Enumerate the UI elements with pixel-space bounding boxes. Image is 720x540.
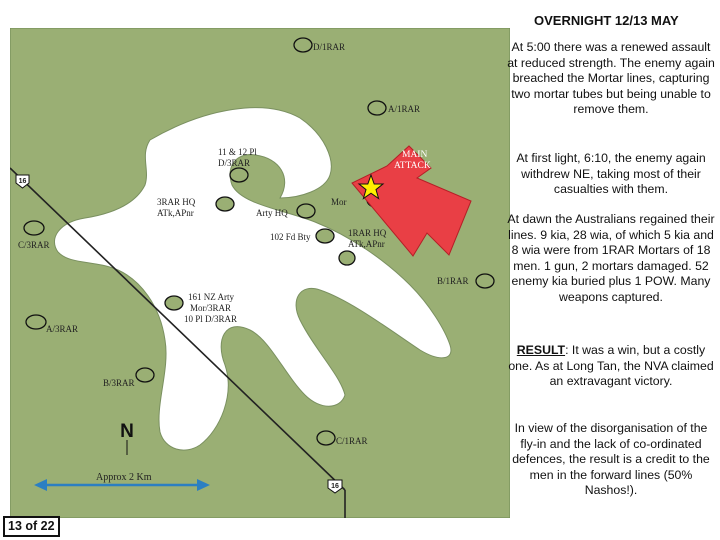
label-arty-hq: Arty HQ bbox=[256, 208, 288, 218]
unit-pl-d3rar-marker bbox=[230, 168, 248, 182]
unit-hq1rar-marker bbox=[339, 251, 355, 265]
unit-b1rar-marker bbox=[476, 274, 494, 288]
label-hq3rar-1: 3RAR HQ bbox=[157, 197, 196, 207]
label-a3rar: A/3RAR bbox=[46, 324, 79, 334]
label-c1rar: C/1RAR bbox=[336, 436, 368, 446]
paragraph-conclusion: In view of the disorganisation of the fly-in and the lack of co-ordinated defences, the result is a credit to the men in the forward lines (50% Nashos!). bbox=[512, 421, 710, 498]
label-pl-d3rar-1: 11 & 12 Pl bbox=[218, 147, 257, 157]
label-d1rar: D/1RAR bbox=[313, 42, 346, 52]
unit-c1rar-marker bbox=[317, 431, 335, 445]
label-hq1rar-2: ATk,APnr bbox=[348, 239, 385, 249]
unit-nz-arty-marker bbox=[165, 296, 183, 310]
unit-arty-hq-marker bbox=[297, 204, 315, 218]
narrative-panel bbox=[506, 0, 716, 540]
unit-a1rar-marker bbox=[368, 101, 386, 115]
result-text: : It was a win, but a costly one. As at Long Tan, the NVA claimed an extravagant victory. bbox=[508, 343, 714, 389]
north-indicator: N bbox=[120, 421, 134, 442]
label-fd-bty: 102 Fd Bty bbox=[270, 232, 311, 242]
label-c3rar: C/3RAR bbox=[18, 240, 50, 250]
label-b1rar: B/1RAR bbox=[437, 276, 469, 286]
result-heading: RESULT bbox=[516, 343, 566, 357]
battle-map bbox=[10, 28, 510, 518]
label-hq1rar-1: 1RAR HQ bbox=[348, 228, 387, 238]
paragraph-withdrawal: At first light, 6:10, the enemy again withdrew NE, taking most of their casualties with them. bbox=[516, 151, 706, 197]
slide-number: 13 of 22 bbox=[3, 516, 60, 537]
label-pl-d3rar-2: D/3RAR bbox=[218, 158, 251, 168]
label-nz-arty-1: 161 NZ Arty bbox=[188, 292, 234, 302]
label-nz-arty-2: Mor/3RAR bbox=[190, 303, 232, 313]
label-nz-arty-3: 10 Pl D/3RAR bbox=[184, 314, 238, 324]
svg-text:16: 16 bbox=[18, 178, 27, 185]
scale-label: Approx 2 Km bbox=[96, 472, 152, 483]
main-attack-label-1: MAIN bbox=[402, 150, 428, 160]
paragraph-renewed-assault: At 5:00 there was a renewed assault at reduced strength. The enemy again breached the Mortar lines, capturing two mortar tubes but being unable to remove them. bbox=[507, 40, 715, 117]
unit-fd-bty-marker bbox=[316, 229, 334, 243]
svg-text:16: 16 bbox=[331, 483, 339, 490]
unit-c3rar-marker bbox=[24, 221, 44, 235]
paragraph-result bbox=[506, 343, 716, 390]
unit-d1rar-marker bbox=[294, 38, 312, 52]
label-a1rar: A/1RAR bbox=[388, 104, 421, 114]
slide-title: OVERNIGHT 12/13 MAY bbox=[534, 13, 679, 28]
label-b3rar: B/3RAR bbox=[103, 378, 135, 388]
main-attack-label-2: ATTACK bbox=[394, 161, 431, 171]
label-mor: Mor bbox=[331, 197, 347, 207]
paragraph-casualties: At dawn the Australians regained their lines. 9 kia, 28 wia, of which 5 kia and 8 wia were from 1RAR Mortars of 18 men. 1 gun, 2 mortars damaged. 52 enemy kia buried plus 1 POW. Many weapons captured. bbox=[507, 212, 715, 304]
label-hq3rar-2: ATk,APnr bbox=[157, 208, 194, 218]
unit-hq3rar-marker bbox=[216, 197, 234, 211]
unit-a3rar-marker bbox=[26, 315, 46, 329]
unit-b3rar-marker bbox=[136, 368, 154, 382]
